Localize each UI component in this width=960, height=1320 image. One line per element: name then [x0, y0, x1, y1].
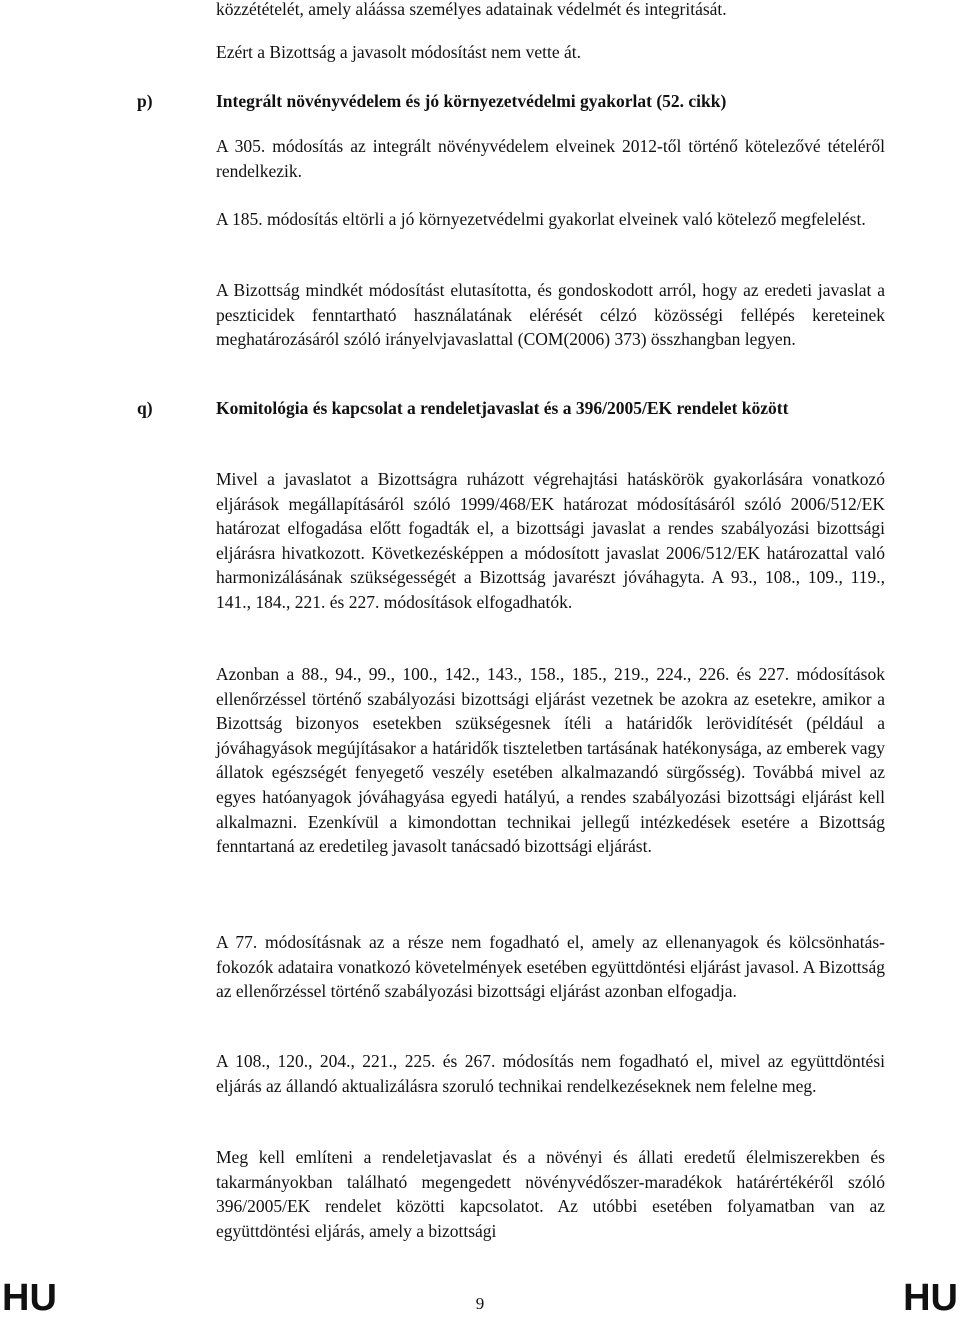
- paragraph-amendment-185: A 185. módosítás eltörli a jó környezetvédelmi gyakorlat elveinek való kötelező megfelelést.: [216, 209, 866, 229]
- paragraph-amendment-108: A 108., 120., 204., 221., 225. és 267. módosítás nem fogadható el, mivel az együttdöntési eljárás az állandó aktualizálásra szoruló technikai rendelkezéseknek nem felelne meg.: [216, 1051, 885, 1096]
- page-number: 9: [475, 1294, 485, 1313]
- footer-language-code-left: HU: [2, 1277, 57, 1319]
- paragraph-commission-decision: Ezért a Bizottság a javasolt módosítást nem vette át.: [216, 42, 581, 62]
- paragraph-amendment-77: A 77. módosításnak az a része nem fogadható el, amely az ellenanyagok és kölcsönhatás-fokozók adataira vonatkozó követelmények esetében együttdöntési eljárást javasol. A Bizottság az ellenőrzéssel történő szabályozási bizottsági eljárást azonban elfogadja.: [216, 932, 885, 1002]
- section-heading-p: Integrált növényvédelem és jó környezetvédelmi gyakorlat (52. cikk): [216, 91, 727, 111]
- section-marker-p: p): [137, 91, 153, 111]
- paragraph-regulatory-procedure: Azonban a 88., 94., 99., 100., 142., 143., 158., 185., 219., 224., 226. és 227. módosítások ellenőrzéssel történő szabályozási bizottsági eljárást vezetnek be azokra az esetekre, amikor a Bizottság bizonyos esetekben szükségesnek ítéli a határidők lerövidítését (például a jóváhagyások megújításakor a határidők tiszteletben tartásának hatékonysága, az emberek vagy állatok egészségét fenyegető veszély esetében alkalmazandó sürgősség). Továbbá mivel az egyes hatóanyagok jóváhagyása egyedi hatályú, a rendes szabályozási bizottsági eljárást kell alkalmazni. Ezenkívül a kimondottan technikai jellegű intézkedések esetére a Bizottság fenntartaná az eredetileg javasolt tanácsadó bizottsági eljárást.: [216, 664, 885, 857]
- paragraph-amendment-305: A 305. módosítás az integrált növényvédelem elveinek 2012-től történő kötelezővé tételéről rendelkezik.: [216, 136, 885, 181]
- paragraph-regulation-link: Meg kell említeni a rendeletjavaslat és a növényi és állati eredetű élelmiszerekben és takarmányokban található megengedett növényvédőszer-maradékok határértékéről szóló 396/2005/EK rendelet közötti kapcsolatot. Az utóbbi esetében folyamatban van az együttdöntési eljárás, amely a bizottsági: [216, 1147, 885, 1241]
- footer-language-code-right: HU: [903, 1277, 958, 1319]
- paragraph-comitology-intro: Mivel a javaslatot a Bizottságra ruházott végrehajtási hatáskörök gyakorlására vonatkozó eljárások megállapításáról szóló 1999/468/EK határozat módosításáról szóló 2006/512/EK határozat elfogadása előtt fogadták el, a bizottsági javaslat a rendes szabályozási bizottsági eljárásra hivatkozott. Következésképpen a módosított javaslat 2006/512/EK határozattal való harmonizálásának szükségességét a Bizottság javarészt jóváhagyta. A 93., 108., 109., 119., 141., 184., 221. és 227. módosítások elfogadhatók.: [216, 469, 885, 612]
- section-heading-q: Komitológia és kapcsolat a rendeletjavaslat és a 396/2005/EK rendelet között: [216, 398, 789, 418]
- paragraph-continuation: közzétételét, amely aláássa személyes adatainak védelmét és integritását.: [216, 0, 727, 19]
- section-marker-q: q): [137, 398, 153, 418]
- paragraph-commission-rejection: A Bizottság mindkét módosítást elutasította, és gondoskodott arról, hogy az eredeti javaslat a peszticidek fenntartható használatának elérését célzó közösségi fellépés kereteinek meghatározásáról szóló irányelvjavaslattal (COM(2006) 373) összhangban legyen.: [216, 280, 885, 350]
